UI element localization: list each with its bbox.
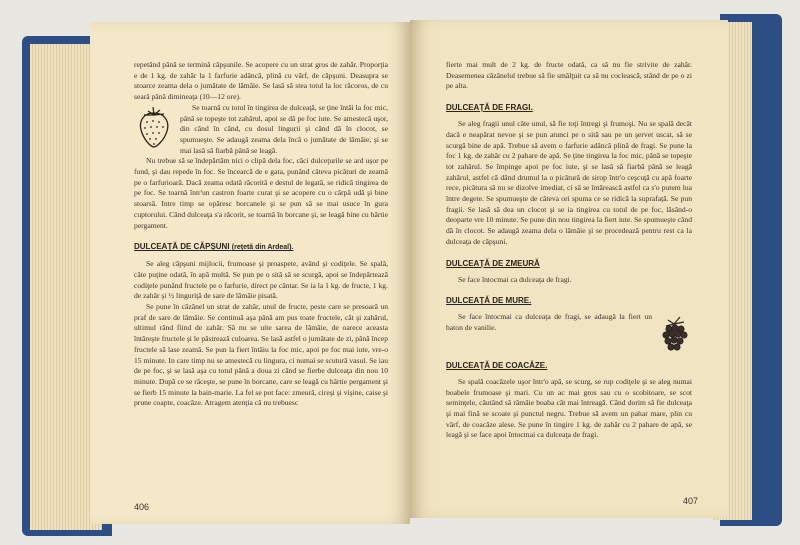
section-heading (134, 241, 388, 253)
page-number: 407 (682, 496, 698, 506)
section-title: DULCEAŢĂ DE CĂPŞUNI (134, 242, 230, 252)
paragraph: Se toarnă cu totul în tingirea de dulceaţă, se ţine întâi la foc mic, până se topeşte tot zahărul, apoi se dă pe foc iute. Se amestecă uşor, din când în când, cu dosul lingurii şi când dă în clocot, se spumueşte. Se adaugă zeama dela încă o jumătate de lămâie, şi se mai lasă să fiarbă până se leagă. (180, 102, 388, 155)
right-page (410, 20, 728, 518)
page-number: 406 (134, 502, 150, 512)
paragraph: repetând până se termină căpşunile. Se acopere cu un strat gros de zahăr. Proporţia e de 1 kg. de zahăr la 1 farfurie adâncă, plină cu vârf, de căpşuni. Deasupra se stoarce zeama dela o jumătate de lămâie. Se lasă să stea totul la loc răcoros, de cu seară până dimineaţa (10—12 ore). (134, 60, 388, 102)
paragraph: fierte mai mult de 2 kg. de fructe odată, ca să nu fie strivite de zahăr. Deasemenea căzănelul trebue să fie smălţuit ca să nu coclească, stând de pe o zi pe alta. (446, 60, 692, 91)
section-heading: DULCEAŢĂ DE MURE. (446, 296, 532, 306)
left-page (90, 22, 410, 524)
paragraph: Se aleg fragii unul câte unul, să fie toţi întregi şi frumoşi. Nu se spală decât dacă e neapărat nevoe şi se pun atunci pe o sită sau pe un şervet uscat, să se scurgă bine de apă. Trebue să avem o farfurie adâncă plină de fragi. Se pune la foc 1 kg. de zahăr cu 2 pahare de apă. Se ţine tingirea la foc mic, până se topeşte tot zahărul. Se împinge apoi pe foc iute, şi se lasă să fiarbă până se leagă zahărul, astfel că dând drumul la o picătură de sirop într'o ceşcuţă cu apă foarte rece, picătura să nu se dizolve imediat, ci să se întărească astfel ca s'o putem lua între degete. Se spumueşte de câteva ori spuma ce se ridică la suprafaţă. Se pun fragii. Se lasă să dea un clocot şi se ia tingirea cu totul de pe foc, lăsând-o deoparte vre 10 minute. Se pune din nou tingirea la fiert iute. Se spumueşte când dă în clocot. Se adaugă zeama dela o lămâie şi se procedează pentru rest ca la dulceaţa de căpşuni. (446, 119, 692, 246)
section-subtitle: (reţetă din Ardeal). (231, 244, 294, 252)
section-heading: DULCEAŢĂ DE FRAGI. (446, 103, 533, 113)
paragraph: Se face întocmai ca dulceaţa de fragi. (458, 274, 572, 284)
paragraph: Nu trebue să se îndepărtăm nici o clipă dela foc, căci dulceţurile se ard uşor pe fund, şi dau repede în foc. Se încearcă de e gata, punând câteva picături de zeamă pe o farfurioară. Dacă zeama odată răcorită e destul de legată, se ridică tingirea de pe foc. Se toarnă într'un castron foarte curat şi se acopere cu o cârpă udă şi bine stoarsă. Intre timp se opăresc borcanele şi se pun să se mai usuce în gura cuptorului. Când dulceaţa s'a răcorit, se toarnă în borcane şi, se leagă bine cu hârtie pergament. (134, 156, 388, 230)
left-page-text (134, 60, 388, 409)
paragraph: Se spală coacăzele uşor într'o apă, se scurg, se rup codiţele şi se aleg numai boabele frumoase şi mari. Cu un ac mai gros sau cu o scobitoare, se scot seminţele, căutând să rămâie boaba cât mai întreagă. Când dorim să fie dulceaţa şi mai fină se scoate şi punctul negru. Trebue să avem un pahar mare, plin cu vârf, de coacăze alese. Se pune în tingire 1 kg. de zahăr cu 2 pahare de apă, se leagă şi se face apoi întocmai ca dulceaţa de fragi. (446, 376, 692, 440)
right-page-text (446, 60, 692, 441)
paragraph: Se face întocmai ca dulceaţa de fragi, se adaugă la fiert un baton de vanilie. (446, 312, 652, 332)
strawberry-icon (134, 105, 174, 153)
section-heading: DULCEAŢĂ DE COACĂZE. (446, 360, 548, 370)
paragraph: Se aleg căpşuni mijlocii, frumoase şi proaspete, având şi codiţele. Se spală, câte puţine odată, în apă multă. Se pun pe o sită să se scurgă, apoi se îndepărtează codiţele punând fructele pe o farfurie, direct pe cântar. Se ia la 1 kg. de fructe, 1 kg. de zahăr şi ½ linguriţă de sare de lămâie pisată. (134, 259, 388, 301)
blackberry-icon (658, 314, 692, 358)
paragraph: Se pune în căzănel un strat de zahăr, unul de fructe, peste care se presoară un praf de sare de lămâie. Se continuă aşa până am pus toate fructele, cât şi zahărul, ultimul rând fiind de zahăr. Să nu se uite sarea de lămâie, de oarece aceasta întăreşte fructele şi le păstrează culoarea. Se lasă astfel o jumătate de zi, până încep fructele să lase zeamă. Se pun la fiert întâiu la foc mic, apoi pe foc mai iute, vre-o 15 minute. In care timp nu se amestecă cu lingura, ci numai se scutură vasul. Se iau de pe foc, şi se lasă aşa cu totul până a doua zi când se fierbe dulceaţa din nou 10 minute. După ce se răceşte, se pune în borcane, care se leagă cu hârtie pergament şi se fierb 15 minute la bain-marie. La fel se pot face: zmeură, cireşi şi vişine, caise şi prune coapte, coacăze. Atragem atenţia că nu trebuesc (134, 302, 388, 408)
section-heading: DULCEAŢĂ DE ZMEURĂ (446, 258, 540, 268)
